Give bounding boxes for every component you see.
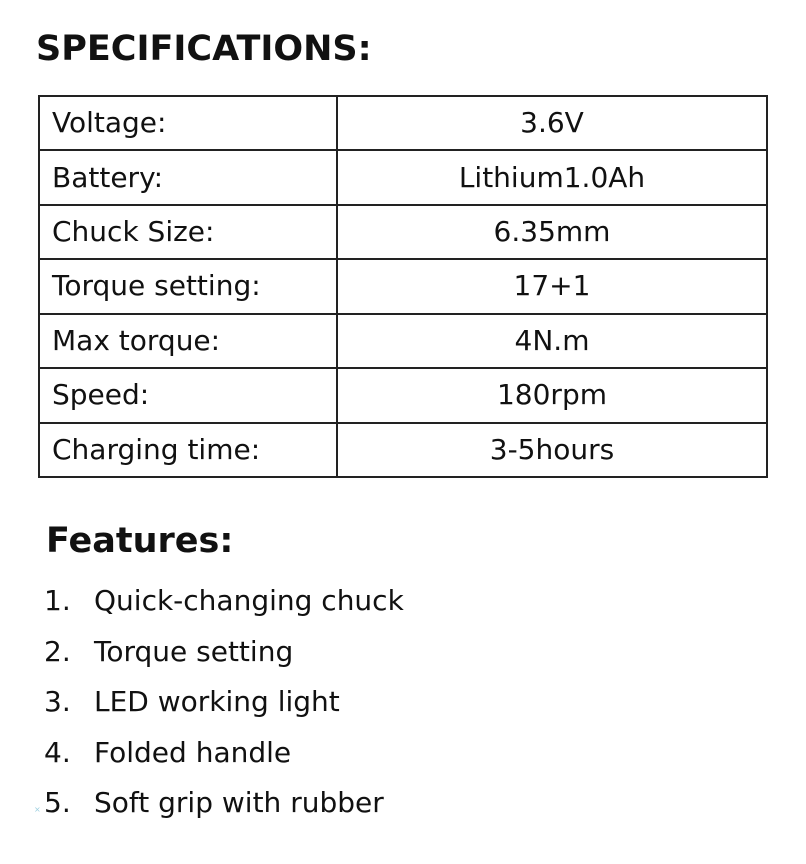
table-row bbox=[39, 368, 767, 422]
feature-number: 5. bbox=[44, 786, 71, 820]
feature-text: LED working light bbox=[94, 685, 340, 719]
specifications-title: SPECIFICATIONS: bbox=[36, 29, 372, 69]
feature-number: 3. bbox=[44, 685, 71, 719]
list-item bbox=[44, 677, 404, 728]
feature-text: Folded handle bbox=[94, 735, 292, 769]
table-row bbox=[39, 314, 767, 368]
cross-mark-icon: × bbox=[34, 805, 41, 814]
table-row bbox=[39, 423, 767, 477]
table-row bbox=[39, 259, 767, 313]
spec-label: Voltage: bbox=[39, 96, 337, 150]
specifications-table bbox=[38, 95, 768, 478]
table-row bbox=[39, 96, 767, 150]
features-title: Features: bbox=[46, 521, 234, 561]
list-item bbox=[44, 627, 404, 678]
list-item bbox=[44, 728, 404, 779]
feature-text: Torque setting bbox=[94, 634, 294, 668]
spec-label: Speed: bbox=[39, 368, 337, 422]
spec-value: 6.35mm bbox=[337, 205, 767, 259]
list-item bbox=[44, 778, 404, 829]
feature-number: 4. bbox=[44, 735, 71, 769]
spec-value: 180rpm bbox=[337, 368, 767, 422]
spec-value: 17+1 bbox=[337, 259, 767, 313]
spec-value: 3.6V bbox=[337, 96, 767, 150]
spec-label: Battery: bbox=[39, 150, 337, 204]
feature-text: Quick-changing chuck bbox=[94, 584, 404, 617]
feature-number: 2. bbox=[44, 634, 71, 668]
spec-value: 4N.m bbox=[337, 314, 767, 368]
spec-label: Charging time: bbox=[39, 423, 337, 477]
feature-number: 1. bbox=[44, 584, 71, 617]
list-item bbox=[44, 576, 404, 627]
spec-label: Max torque: bbox=[39, 314, 337, 368]
table-row bbox=[39, 150, 767, 204]
table-row bbox=[39, 205, 767, 259]
features-list bbox=[44, 576, 404, 829]
feature-text: Soft grip with rubber bbox=[94, 786, 384, 820]
spec-value: 3-5hours bbox=[337, 423, 767, 477]
spec-label: Chuck Size: bbox=[39, 205, 337, 259]
spec-label: Torque setting: bbox=[39, 259, 337, 313]
spec-value: Lithium1.0Ah bbox=[337, 150, 767, 204]
